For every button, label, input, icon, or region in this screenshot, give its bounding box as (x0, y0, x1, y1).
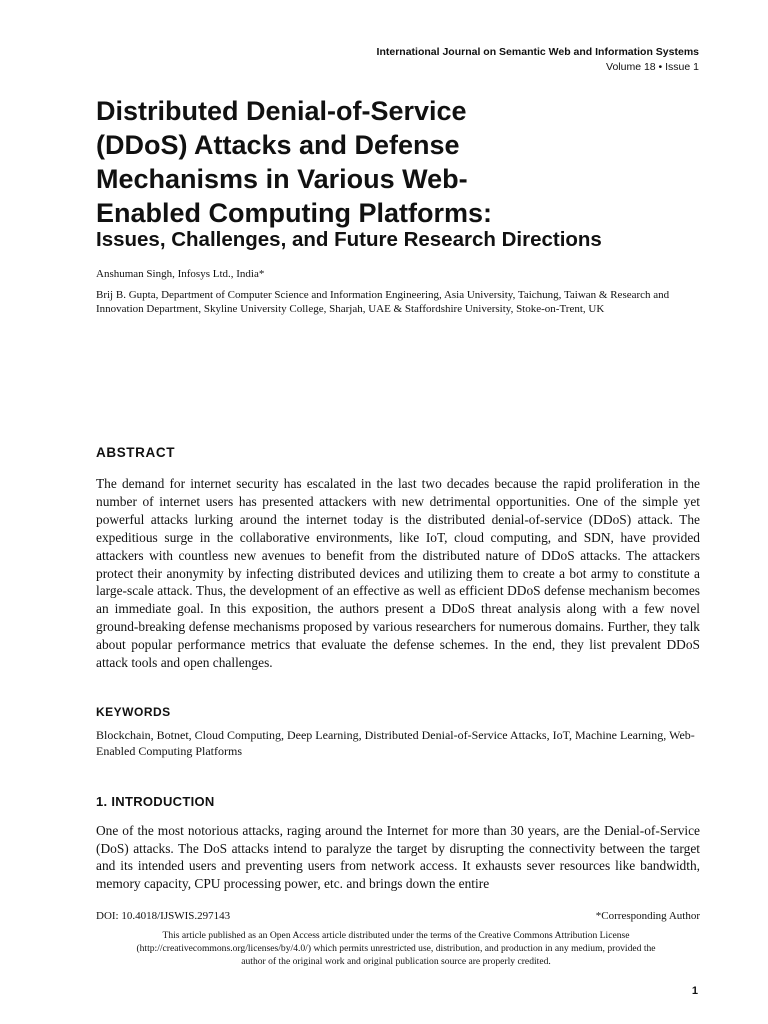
paper-title: Distributed Denial-of-Service (DDoS) Attacks and Defense Mechanisms in Various Web-Enabled Computing Platforms: (96, 96, 493, 228)
introduction-text: One of the most notorious attacks, raging around the Internet for more than 30 years, are the Denial-of-Service (DoS) attacks. The DoS attacks intend to paralyze the target by disrupting the connectivity between the target and its intended users and preventing users from network access. It exhausts sever resources like bandwidth, memory capacity, CPU processing power, etc. and brings down the entire (96, 823, 700, 891)
author-affiliation-1: Anshuman Singh, Infosys Ltd., India* (96, 268, 265, 280)
license-notice: This article published as an Open Access article distributed under the terms of the Creative Commons Attribution License (http://creativecommons.org/licenses/by/4.0/) which permits unrestricted use, distribution, and production in any medium, provided the author of the original work and original publication source are properly credited. (136, 930, 656, 967)
corresponding-author-note: *Corresponding Author (595, 910, 700, 922)
page-number: 1 (691, 985, 698, 997)
paper-subtitle: Issues, Challenges, and Future Research Directions (96, 228, 602, 251)
volume-issue: Volume 18 • Issue 1 (606, 61, 699, 73)
keywords-heading: KEYWORDS (96, 705, 171, 719)
doi: DOI: 10.4018/IJSWIS.297143 (96, 910, 231, 922)
keywords-text: Blockchain, Botnet, Cloud Computing, Deep Learning, Distributed Denial-of-Service Attacks, IoT, Machine Learning, Web-Enabled Computing Platforms (96, 728, 695, 758)
journal-name: International Journal on Semantic Web and Information Systems (376, 46, 699, 58)
abstract-heading: ABSTRACT (96, 445, 176, 460)
abstract-text: The demand for internet security has escalated in the last two decades because the rapid proliferation in the number of internet users has presented attackers with new detrimental opportunities. One of the simple yet powerful attacks lurking around the internet today is the distributed denial-of-service (DDoS) attack. The expeditious surge in the collaborative environments, like IoT, cloud computing, and SDN, have provided attackers with countless new avenues to benefit from the distributed nature of DDoS attacks. The attackers protect their anonymity by infecting distributed devices and utilizing them to create a bot army to constitute a large-scale attack. Thus, the development of an effective as well as efficient DDoS defense mechanism becomes an immediate goal. In this exposition, the authors present a DDoS threat analysis along with a few novel ground-breaking defense mechanisms proposed by various researchers for numerous domains. Further, they talk about popular performance metrics that evaluate the defense schemes. In the end, they list prevalent DDoS attack tools and open challenges. (96, 476, 700, 671)
author-affiliation-2: Brij B. Gupta, Department of Computer Science and Information Engineering, Asia University, Taichung, Taiwan & Research and Innovation Department, Skyline University College, Sharjah, UAE & Staffordshire University, Stoke-on-Trent, UK (96, 289, 670, 315)
introduction-heading: 1. INTRODUCTION (96, 794, 215, 809)
